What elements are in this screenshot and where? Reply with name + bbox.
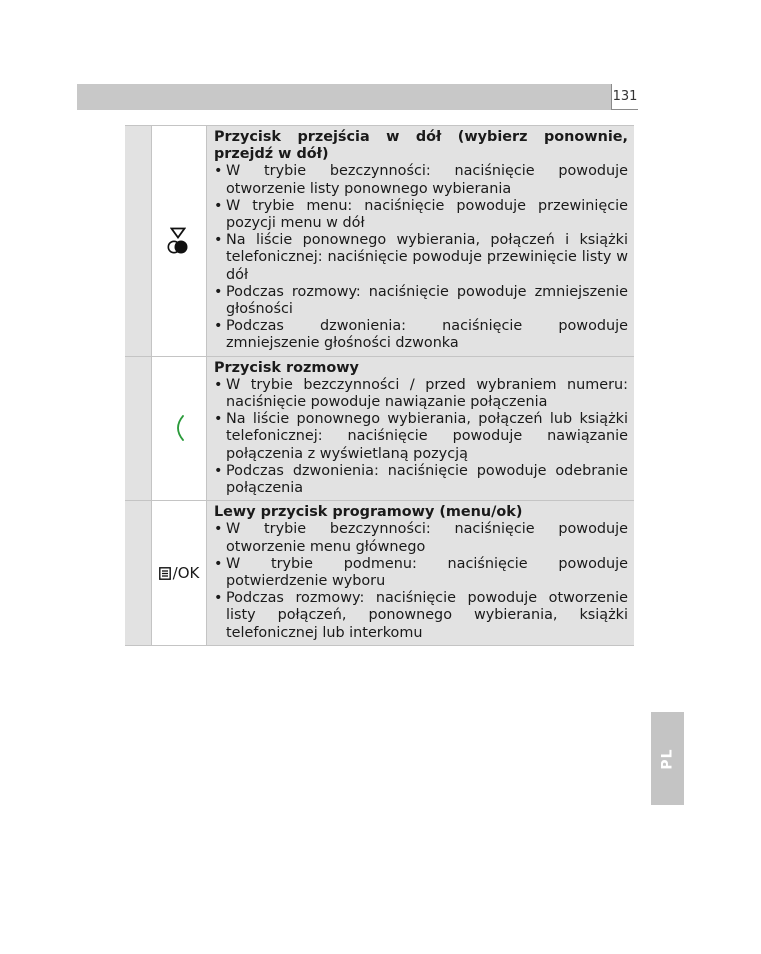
description-cell xyxy=(207,126,634,356)
table-row xyxy=(125,357,634,502)
bullet-text: Na liście ponownego wybierania, połączeń lub książki telefonicznej: naciśnięcie powoduje nawiązanie połączenia z wyświetlaną pozycją xyxy=(226,411,628,462)
bullet-text: W trybie bezczynności / przed wybraniem numeru: naciśnięcie powoduje nawiązanie połączenia xyxy=(226,376,628,411)
list-item: • Podczas rozmowy: naciśnięcie powoduje otworzenie listy połączeń, ponownego wybierania, książki telefonicznej lub interkomu xyxy=(214,590,628,641)
list-item: • Podczas rozmowy: naciśnięcie powoduje zmniejszenie głośności xyxy=(214,283,628,318)
language-tab xyxy=(651,712,684,805)
icon-cell xyxy=(152,126,207,356)
bullet-text: Podczas dzwonienia: naciśnięcie powoduje odebranie połączenia xyxy=(226,462,628,497)
row-spacer-cell xyxy=(125,501,152,645)
list-item: • Podczas dzwonienia: naciśnięcie powoduje zmniejszenie głośności dzwonka xyxy=(214,318,628,352)
bullet-text: Podczas rozmowy: naciśnięcie powoduje zmniejszenie głośności xyxy=(226,283,628,318)
list-item: • W trybie bezczynności / przed wybraniem numeru: naciśnięcie powoduje nawiązanie połączenia xyxy=(214,376,628,411)
page-number: 131 xyxy=(611,84,638,110)
table-row xyxy=(125,126,634,357)
row-spacer-cell xyxy=(125,126,152,356)
down-arrow-and-volume-icon xyxy=(167,227,189,254)
list-item: • W trybie bezczynności: naciśnięcie powoduje otworzenie listy ponownego wybierania xyxy=(214,163,628,197)
row-title: Przycisk przejścia w dół (wybierz ponownie, przejdź w dół) xyxy=(214,129,628,163)
list-item: • W trybie menu: naciśnięcie powoduje przewinięcie pozycji menu w dół xyxy=(214,197,628,232)
bullet-text: W trybie bezczynności: naciśnięcie powoduje otworzenie listy ponownego wybierania xyxy=(226,163,628,197)
description-cell xyxy=(207,357,634,501)
call-icon xyxy=(172,414,186,442)
header-bar xyxy=(77,84,611,110)
bullet-text: W trybie menu: naciśnięcie powoduje przewinięcie pozycji menu w dół xyxy=(226,197,628,232)
icon-cell xyxy=(152,501,207,645)
bullet-text: W trybie bezczynności: naciśnięcie powoduje otworzenie menu głównego xyxy=(226,521,628,555)
menu-list-icon xyxy=(159,567,171,580)
row-title: Przycisk rozmowy xyxy=(214,359,359,376)
description-cell xyxy=(207,501,634,645)
list-item: • W trybie bezczynności: naciśnięcie powoduje otworzenie menu głównego xyxy=(214,521,628,555)
bullet-text: Podczas dzwonienia: naciśnięcie powoduje zmniejszenie głośności dzwonka xyxy=(226,318,628,352)
list-item: • Na liście ponownego wybierania, połączeń lub książki telefonicznej: naciśnięcie powoduje nawiązanie połączenia z wyświetlaną pozycją xyxy=(214,411,628,462)
list-item: • Na liście ponownego wybierania, połączeń i książki telefonicznej: naciśnięcie powoduje przewinięcie listy w dół xyxy=(214,232,628,283)
language-label: PL xyxy=(659,747,676,770)
bullet-text: Na liście ponownego wybierania, połączeń i książki telefonicznej: naciśnięcie powoduje przewinięcie listy w dół xyxy=(226,232,628,283)
row-title: Lewy przycisk programowy (menu/ok) xyxy=(214,504,523,521)
menu-ok-icon xyxy=(159,564,200,582)
table-row xyxy=(125,501,634,646)
ok-label: /OK xyxy=(172,564,200,583)
row-spacer-cell xyxy=(125,357,152,501)
list-item: • W trybie podmenu: naciśnięcie powoduje potwierdzenie wyboru xyxy=(214,555,628,590)
key-description-table xyxy=(125,125,634,646)
bullet-text: Podczas rozmowy: naciśnięcie powoduje otworzenie listy połączeń, ponownego wybierania, książki telefonicznej lub interkomu xyxy=(226,590,628,641)
bullet-text: W trybie podmenu: naciśnięcie powoduje potwierdzenie wyboru xyxy=(226,555,628,590)
icon-cell xyxy=(152,357,207,501)
list-item: • Podczas dzwonienia: naciśnięcie powoduje odebranie połączenia xyxy=(214,462,628,497)
